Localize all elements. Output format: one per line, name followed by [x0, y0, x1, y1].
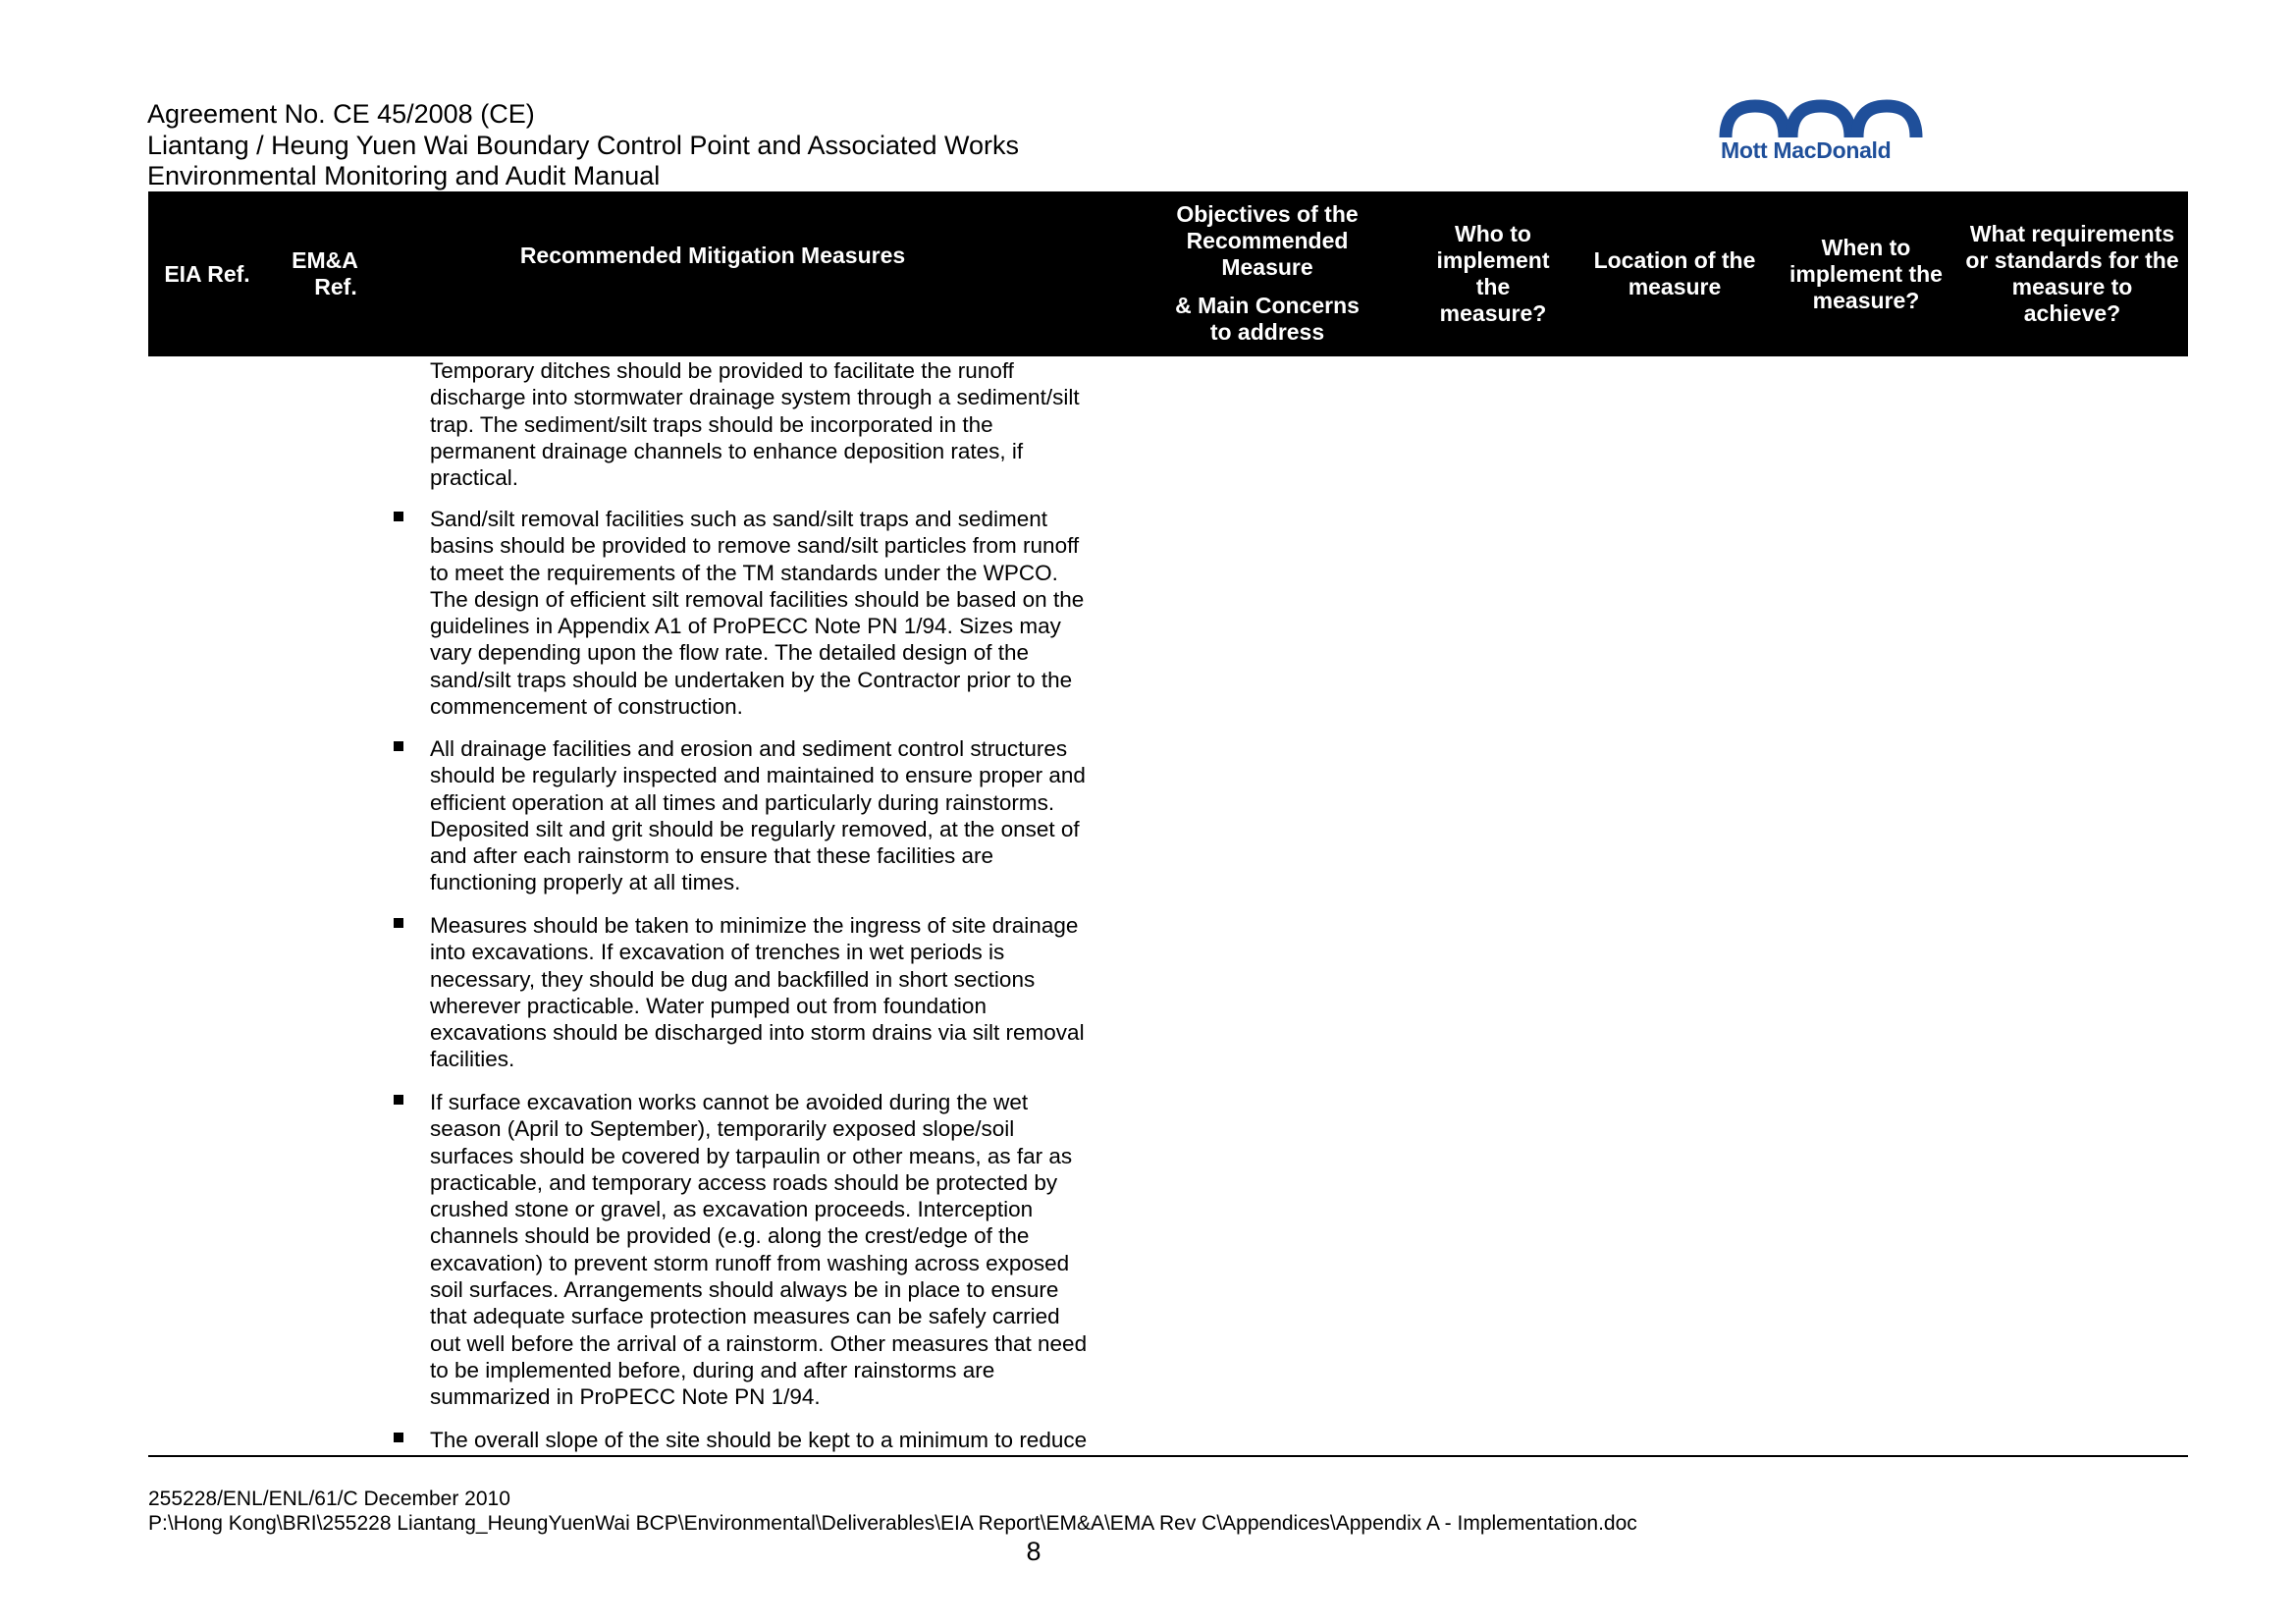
- footer-rule: [148, 1455, 2188, 1457]
- paragraph-drainage-facilities: All drainage facilities and erosion and sediment control structures should be regularly inspected and maintained to ensure proper and efficient operation at all times and particularly during rainstorms. Deposited silt and grit should be regularly removed, at the onset of and after each rainstorm to ensure that these facilities are functioning properly at all times.: [430, 736, 1086, 895]
- col-ema-ref: EM&A Ref.: [292, 247, 358, 299]
- footer-document-ref: 255228/ENL/ENL/61/C December 2010: [148, 1488, 510, 1510]
- col-eia-ref: EIA Ref.: [164, 260, 250, 287]
- bullet-icon: [394, 741, 403, 751]
- header-manual-line: Environmental Monitoring and Audit Manual: [147, 161, 661, 190]
- paragraph-excavation-ingress: Measures should be taken to minimize the ingress of site drainage into excavations. If excavation of trenches in wet periods is necessary, they should be dug and backfilled in short sections wherever practicable. Water pumped out from foundation excavations should be discharged into storm drains via silt removal facilities.: [430, 913, 1085, 1072]
- col-mitigation-measures: Recommended Mitigation Measures: [519, 242, 906, 268]
- col-objectives: Objectives of the Recommended Measure & Main Concerns to address: [1175, 201, 1360, 345]
- paragraph-site-slope: The overall slope of the site should be kept to a minimum to reduce: [430, 1428, 1088, 1452]
- footer-file-path: P:\Hong Kong\BRI\255228 Liantang_HeungYuenWai BCP\Environmental\Deliverables\EIA Report\EM&A\EMA Rev C\Appendices\Appendix A - Implementation.doc: [148, 1512, 1637, 1535]
- col-when: When to implement the measure?: [1789, 234, 1943, 313]
- bullet-icon: [394, 1095, 403, 1105]
- col-requirements: What requirements or standards for the measure to achieve?: [1965, 221, 2179, 326]
- paragraph-wet-season-excavation: If surface excavation works cannot be avoided during the wet season (April to September), temporarily exposed slope/soil surfaces should be covered by tarpaulin or other means, as far as practicable, and temporary access roads should be protected by crushed stone or gravel, as excavation proceeds. Interception channels should be provided (e.g. along the crest/edge of the excavation) to prevent storm runoff from washing across exposed soil surfaces. Arrangements should always be in place to ensure that adequate surface protection measures can be safely carried out well before the arrival of a rainstorm. Other measures that need to be implemented before, during and after rainstorms are summarized in ProPECC Note PN 1/94.: [430, 1090, 1088, 1410]
- col-who: Who to implement the measure?: [1436, 221, 1550, 326]
- bullet-icon: [394, 512, 403, 521]
- table-header: [148, 191, 2188, 356]
- header-project-line: Liantang / Heung Yuen Wai Boundary Control Point and Associated Works: [147, 131, 1020, 160]
- logo-text: Mott MacDonald: [1721, 137, 1892, 163]
- paragraph-temporary-ditches: Temporary ditches should be provided to facilitate the runoff discharge into stormwater drainage system through a sediment/silt trap. The sediment/silt traps should be incorporated in the permanent drainage channels to enhance deposition rates, if practical.: [430, 358, 1080, 491]
- header-agreement-line: Agreement No. CE 45/2008 (CE): [147, 99, 535, 129]
- col-location: Location of the measure: [1593, 247, 1756, 299]
- bullet-icon: [394, 1433, 403, 1442]
- bullet-icon: [394, 918, 403, 928]
- paragraph-sand-silt-removal: Sand/silt removal facilities such as sand/silt traps and sediment basins should be provided to remove sand/silt particles from runoff to meet the requirements of the TM standards under the WPCO. The design of efficient silt removal facilities should be based on the guidelines in Appendix A1 of ProPECC Note PN 1/94. Sizes may vary depending upon the flow rate. The detailed design of the sand/silt traps should be undertaken by the Contractor prior to the commencement of construction.: [430, 507, 1085, 720]
- page-number: 8: [1026, 1537, 1041, 1566]
